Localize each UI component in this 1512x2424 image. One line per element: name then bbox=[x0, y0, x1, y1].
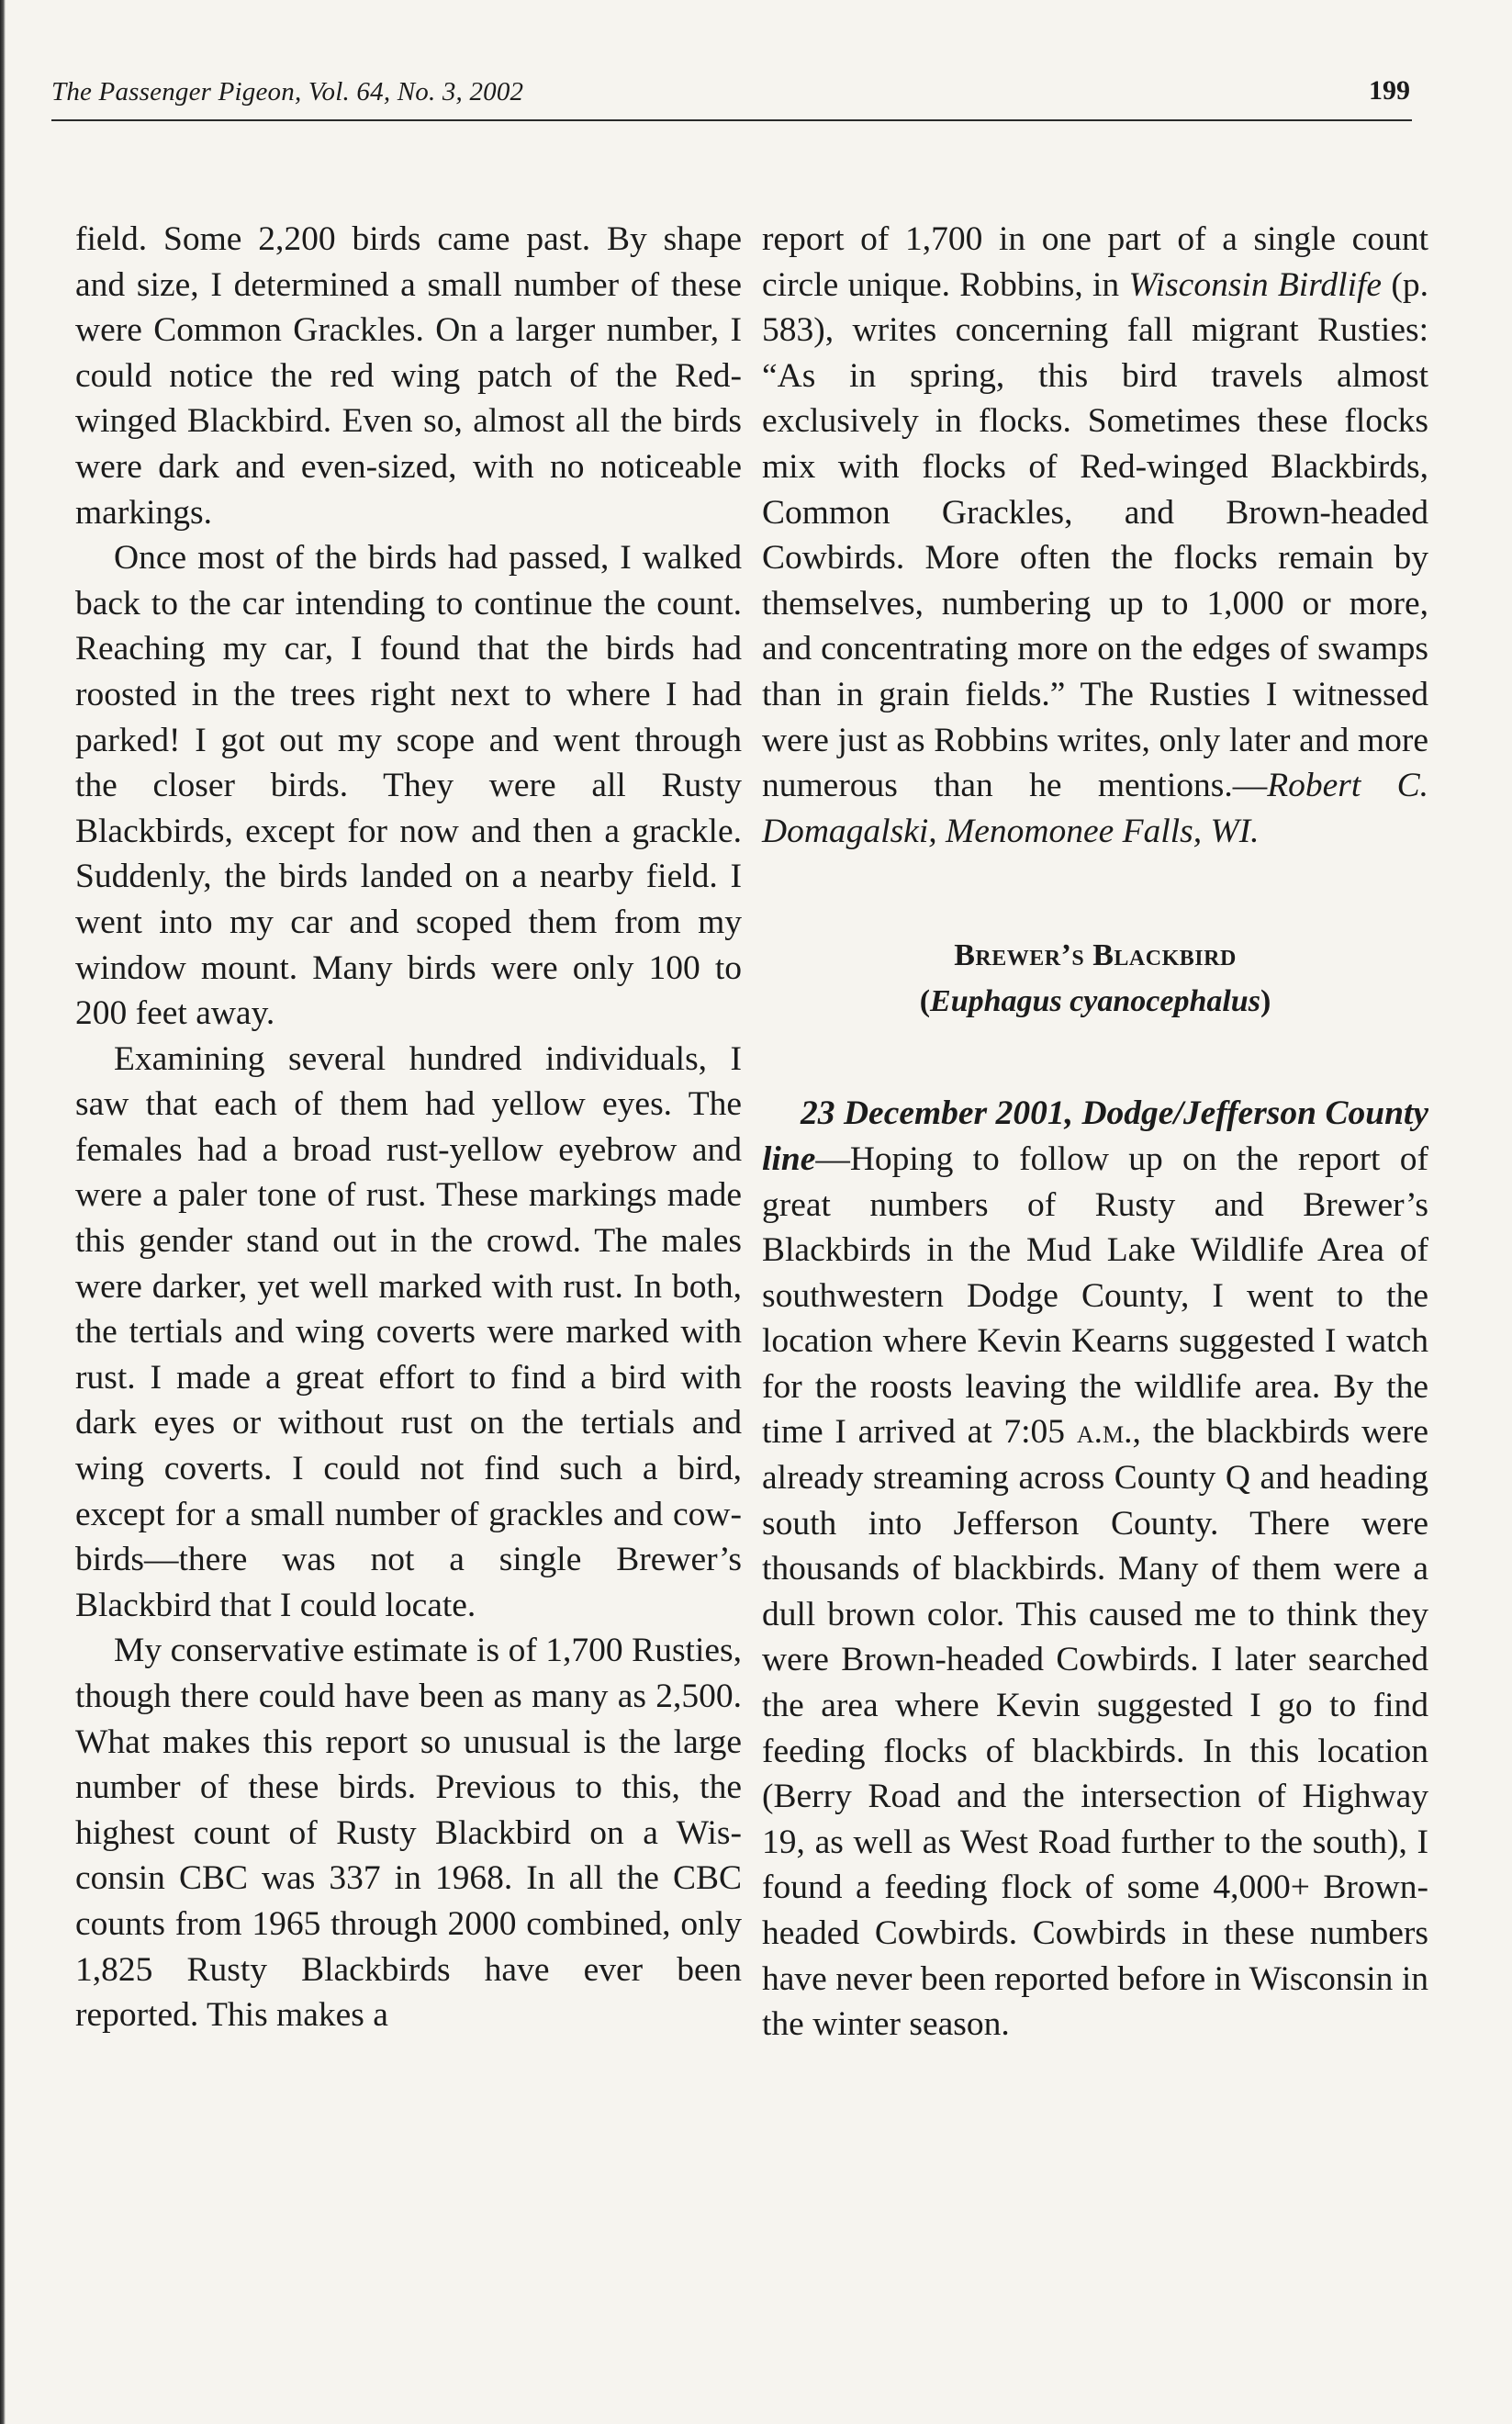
paragraph: Once most of the birds had passed, I walked back to the car intending to continue the count. Reaching my car, I found that the birds had roosted in the trees right next to where I had parked! I got out my scope and went through the closer birds. They were all Rusty Blackbirds, except for now and then a grackle. Suddenly, the birds landed on a nearby field. I went into my car and scoped them from my window mount. Many birds were only 100 to 200 feet away. bbox=[75, 539, 742, 1033]
page-number: 199 bbox=[1369, 75, 1410, 106]
species-common-name: Brewer’s Blackbird bbox=[954, 938, 1237, 973]
running-header bbox=[51, 73, 1410, 114]
species-scientific-name-line: (Euphagus cyanocephalus) bbox=[919, 984, 1271, 1019]
author-signature: Robert C. Domagalski, Menomonee Falls, WI. bbox=[762, 767, 1428, 850]
left-column bbox=[75, 217, 742, 2038]
sighting-entry bbox=[762, 1091, 1428, 2047]
body-text: Hoping to follow up on the report of great numbers of Rusty and Brewer’s Blackbirds in the Mud Lake Wildlife Area of southwestern Dodge County, I went to the location where Kevin Kearns suggested I watch for the roosts leaving the wildlife area. By the time I arrived at 7:05 bbox=[762, 1139, 1428, 1452]
right-column bbox=[762, 217, 1428, 2048]
body-text: , the blackbirds were already streaming across County Q and heading south into Jefferson County. There were thousands of blackbirds. Many of them were a dull brown color. This caused me to think they were Brown-headed Cowbirds. I later searched the area where Kevin suggested I go to find feeding flocks of blackbirds. In this location (Berry Road and the intersection of Highway 19, as well as West Road further to the south), I found a feeding flock of some 4,000+ Brown-headed Cowbirds. Cowbirds in these numbers have never been reported before in Wisconsin in the winter season. bbox=[762, 1413, 1428, 2044]
body-text: (p. 583), writes concerning fall migrant Rusties: “As in spring, this bird travels almost exclusively in flocks. Sometimes these flocks mix with flocks of Red-winged Blackbirds, Common Grackles, and Brown-headed Cowbirds. More often the flocks remain by themselves, numbering up to 1,000 or more, and concentrating more on the edges of swamps than in grain fields.” The Rusties I witnessed were just as Robbins writes, only later and more numerous than he mentions.— bbox=[762, 265, 1428, 805]
species-heading bbox=[762, 933, 1428, 1025]
time-suffix: a.m. bbox=[1076, 1413, 1133, 1452]
paragraph: Examining several hundred individuals, I saw that each of them had yellow eyes. The females had a broad rust-yellow eyebrow and were a paler tone of rust. These markings made this gender stand out in the crowd. The males were darker, yet well marked with rust. In both, the tertials and wing coverts were marked with rust. I made a great effort to find a bird with dark eyes or without rust on the tertials and wing coverts. I could not find such a bird, except for a small number of grackles and cowbirds—there was not a single Brewer’s Blackbird that I could locate. bbox=[75, 1039, 742, 1624]
header-rule bbox=[51, 119, 1412, 121]
paragraph: My conservative estimate is of 1,700 Rusties, though there could have been as many as 2,500. What makes this report so unusual is the large number of these birds. Previous to this, the highest count of Rusty Blackbird on a Wisconsin CBC was 337 in 1968. In all the CBC counts from 1965 through 2000 combined, only 1,825 Rusty Blackbirds have ever been reported. This makes a bbox=[75, 1632, 742, 2035]
page-binding-edge bbox=[0, 0, 6, 2424]
body-text: report of 1,700 in one part of a single count circle unique. Robbins, in bbox=[762, 220, 1428, 304]
paragraph: field. Some 2,200 birds came past. By shape and size, I determined a small number of these were Common Grackles. On a larger number, I could notice the red wing patch of the Red-winged Blackbird. Even so, almost all the birds were dark and even-sized, with no noticeable markings. bbox=[75, 220, 742, 532]
species-scientific-name: Euphagus cyanocephalus bbox=[930, 984, 1260, 1019]
entry-date-location: 23 December 2001, Dodge/Jefferson County line bbox=[762, 1094, 1428, 1178]
entry-dash: — bbox=[815, 1139, 850, 1178]
paragraph-continuation bbox=[762, 217, 1428, 854]
journal-citation: The Passenger Pigeon, Vol. 64, No. 3, 2002 bbox=[51, 77, 524, 107]
book-title: Wisconsin Birdlife bbox=[1128, 265, 1383, 304]
